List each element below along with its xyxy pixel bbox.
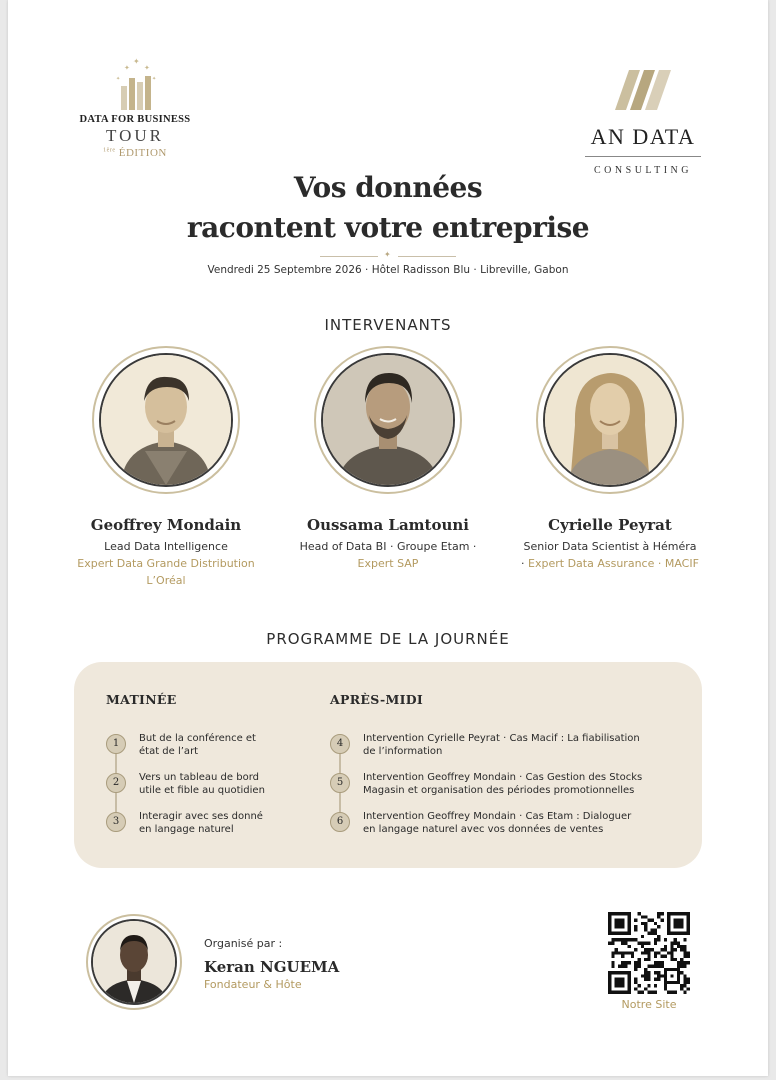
- morning-title: MATINÉE: [106, 692, 177, 707]
- step-text: Intervention Geoffrey Mondain · Cas Gestion des Stocks Magasin et organisation des périodes promotionnelles: [363, 772, 643, 796]
- title-line-1: Vos données: [293, 171, 483, 204]
- programme-step: [106, 734, 306, 768]
- step-text: Vers un tableau de bord utile et fible au quotidien: [139, 772, 265, 796]
- svg-text:✦: ✦: [152, 76, 157, 82]
- qr-code-icon[interactable]: [608, 912, 690, 994]
- speaker-portrait-frame: [92, 346, 240, 494]
- programme-step: [330, 773, 690, 807]
- speaker-role: Head of Data BI · Groupe Etam · Expert SAP: [299, 540, 477, 570]
- speaker-card: [298, 346, 478, 572]
- step-number: 6: [330, 812, 350, 832]
- speaker-role: Lead Data Intelligence Expert Data Grande Distribution L’Oréal: [77, 540, 255, 587]
- organizer-name: Keran NGUEMA: [204, 958, 340, 976]
- title-line-2: racontent votre entreprise: [186, 211, 590, 244]
- organizer-portrait: [91, 919, 177, 1005]
- speaker-portrait: [99, 353, 233, 487]
- programme-step: [106, 812, 306, 846]
- company-logo: [578, 68, 708, 176]
- speaker-portrait: [543, 353, 677, 487]
- organizer-role: Fondateur & Hôte: [204, 978, 302, 991]
- title-divider: [320, 250, 456, 259]
- programme-heading: PROGRAMME DE LA JOURNÉE: [266, 630, 510, 648]
- star-ornament-icon: ✦: [384, 250, 391, 259]
- qr-label: Notre Site: [621, 998, 677, 1011]
- person-photo-icon: [93, 921, 175, 1003]
- event-logo-edition: $^{1ère}$ ÉDITION: [103, 147, 167, 159]
- speaker-name: Geoffrey Mondain: [90, 516, 242, 534]
- step-text: Intervention Cyrielle Peyrat · Cas Macif : La fiabilisation de l’information: [363, 733, 640, 757]
- svg-text:✦: ✦: [144, 64, 150, 72]
- step-text: Interagir avec ses donné en langage naturel: [139, 811, 263, 835]
- svg-text:✦: ✦: [133, 57, 140, 66]
- event-logo: [70, 56, 200, 159]
- programme-panel: [74, 662, 702, 868]
- person-photo-icon: [323, 355, 453, 485]
- speaker-portrait-frame: [314, 346, 462, 494]
- event-info: Vendredi 25 Septembre 2026 · Hôtel Radisson Blu · Libreville, Gabon: [207, 264, 569, 276]
- event-logo-line1: DATA FOR BUSINESS: [79, 114, 191, 125]
- person-photo-icon: [101, 355, 231, 485]
- step-text: Intervention Geoffrey Mondain · Cas Etam : Dialoguer en langage naturel avec vos données de ventes: [363, 811, 632, 835]
- step-number: 1: [106, 734, 126, 754]
- event-logo-line2: TOUR: [106, 126, 164, 145]
- organizer-label: Organisé par :: [204, 937, 283, 950]
- svg-text:✦: ✦: [116, 76, 121, 82]
- bar-chart-logo-icon: [110, 56, 160, 112]
- speaker-name: Cyrielle Peyrat: [548, 516, 672, 534]
- programme-step: [106, 773, 306, 807]
- person-photo-icon: [545, 355, 675, 485]
- step-number: 5: [330, 773, 350, 793]
- programme-step: [330, 812, 690, 846]
- poster-page: [8, 0, 768, 1076]
- organizer-portrait-frame: [86, 914, 182, 1010]
- slash-stripes-logo-icon: [613, 68, 673, 112]
- programme-step: [330, 734, 690, 768]
- step-number: 2: [106, 773, 126, 793]
- step-number: 4: [330, 734, 350, 754]
- svg-text:✦: ✦: [124, 64, 130, 72]
- afternoon-title: APRÈS-MIDI: [330, 692, 424, 707]
- speaker-portrait: [321, 353, 455, 487]
- speaker-card: [520, 346, 700, 572]
- page-title: [8, 168, 768, 248]
- speaker-card: [76, 346, 256, 589]
- speaker-role: Senior Data Scientist à Héméra · Expert Data Assurance · MACIF: [521, 540, 699, 570]
- speakers-heading: INTERVENANTS: [324, 316, 452, 334]
- step-text: But de la conférence et état de l’art: [139, 733, 256, 757]
- company-subtitle: CONSULTING: [594, 165, 692, 176]
- speaker-name: Oussama Lamtouni: [307, 516, 469, 534]
- speaker-portrait-frame: [536, 346, 684, 494]
- company-logo-rule: [585, 156, 701, 157]
- step-number: 3: [106, 812, 126, 832]
- company-name: AN DATA: [590, 124, 696, 149]
